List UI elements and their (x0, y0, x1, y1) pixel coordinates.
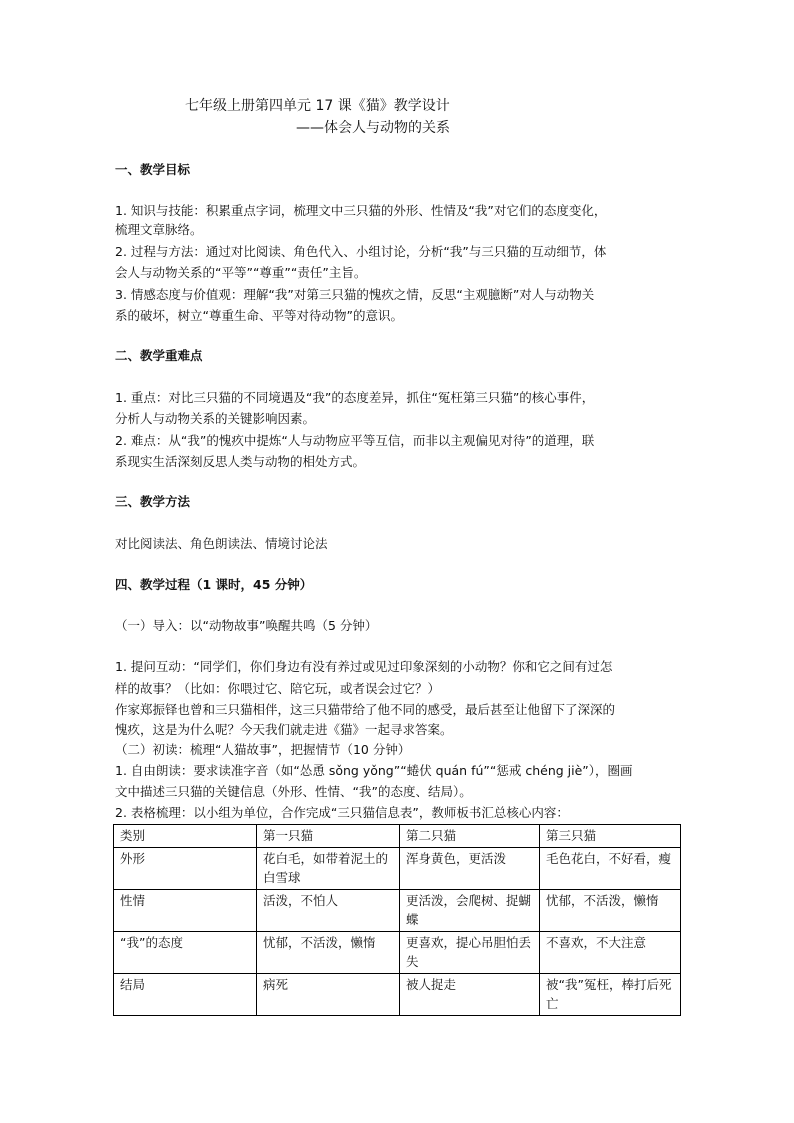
section-heading-methods: 三、教学方法 (115, 494, 191, 509)
section-heading-key-points: 二、教学重难点 (115, 348, 203, 363)
table-cell: 病死 (257, 974, 400, 1016)
table-header-cell: 类别 (114, 825, 257, 848)
cat-info-table (113, 824, 681, 1016)
table-row (114, 974, 681, 1016)
table-cell: 浑身黄色，更活泼 (400, 848, 540, 890)
process-part1-line: 样的故事？（比如：你喂过它、陪它玩，或者误会过它？） (115, 681, 441, 696)
document-title: 七年级上册第四单元 17 课《猫》教学设计 (185, 98, 450, 114)
table-cell: 被“我”冤枉，棒打后死亡 (540, 974, 681, 1016)
key-points-line: 1. 重点：对比三只猫的不同境遇及“我”的态度差异，抓住“冤枉第三只猫”的核心事件， (115, 390, 595, 405)
table-cell: 更喜欢，提心吊胆怕丢失 (400, 932, 540, 974)
section-heading-process: 四、教学过程（1 课时，45 分钟） (115, 577, 313, 592)
table-row (114, 932, 681, 974)
document-subtitle: ——体会人与动物的关系 (296, 120, 450, 136)
table-cell: 不喜欢，不大注意 (540, 932, 681, 974)
key-points-line: 分析人与动物关系的关键影响因素。 (115, 411, 316, 426)
table-cell: 花白毛，如带着泥土的白雪球 (257, 848, 400, 890)
process-part2-heading: （二）初读：梳理“人猫故事”，把握情节（10 分钟） (115, 742, 411, 757)
table-cell: 毛色花白，不好看，瘦 (540, 848, 681, 890)
table-cell: 被人捉走 (400, 974, 540, 1016)
process-part2-line: 1. 自由朗读：要求读准字音（如“怂恿 sǒng yǒng”“蜷伏 quán fú”“惩戒 chéng jiè”），圈画 (115, 763, 633, 778)
table-header-row (114, 825, 681, 848)
table-cell: 活泼，不怕人 (257, 890, 400, 932)
table-header-cell: 第二只猫 (400, 825, 540, 848)
table-cell: 性情 (114, 890, 257, 932)
goals-line: 2. 过程与方法：通过对比阅读、角色代入、小组讨论，分析“我”与三只猫的互动细节，体 (115, 244, 607, 259)
table-cell: 忧郁，不活泼，懒惰 (540, 890, 681, 932)
key-points-line: 2. 难点：从“我”的愧疚中提炼“人与动物应平等互信，而非以主观偏见对待”的道理，联 (115, 433, 595, 448)
table-header-cell: 第三只猫 (540, 825, 681, 848)
section-heading-goals: 一、教学目标 (115, 162, 191, 177)
process-part1-line: 愧疚，这是为什么呢？今天我们就走进《猫》一起寻求答案。 (115, 722, 453, 737)
goals-line: 3. 情感态度与价值观：理解“我”对第三只猫的愧疚之情，反思“主观臆断”对人与动物关 (115, 287, 595, 302)
key-points-line: 系现实生活深刻反思人类与动物的相处方式。 (115, 454, 366, 469)
process-part1-line: 作家郑振铎也曾和三只猫相伴，这三只猫带给了他不同的感受，最后甚至让他留下了深深的 (115, 702, 616, 717)
goals-line: 1. 知识与技能：积累重点字词，梳理文中三只猫的外形、性情及“我”对它们的态度变化， (115, 203, 607, 218)
goals-line: 梳理文章脉络。 (115, 222, 203, 237)
table-header-cell: 第一只猫 (257, 825, 400, 848)
table-cell: 外形 (114, 848, 257, 890)
table-row (114, 890, 681, 932)
table-cell: 更活泼，会爬树、捉蝴蝶 (400, 890, 540, 932)
table-cell: “我”的态度 (114, 932, 257, 974)
process-part2-line: 2. 表格梳理：以小组为单位，合作完成“三只猫信息表”，教师板书汇总核心内容： (115, 805, 569, 820)
table-row (114, 848, 681, 890)
goals-line: 会人与动物关系的“平等”“尊重”“责任”主旨。 (115, 265, 367, 280)
table-cell: 忧郁，不活泼，懒惰 (257, 932, 400, 974)
process-part1-line: 1. 提问互动：“同学们，你们身边有没有养过或见过印象深刻的小动物？你和它之间有过怎 (115, 659, 613, 674)
process-part2-line: 文中描述三只猫的关键信息（外形、性情、“我”的态度、结局）。 (115, 784, 472, 799)
table-cell: 结局 (114, 974, 257, 1016)
process-part1-heading: （一）导入：以“动物故事”唤醒共鸣（5 分钟） (115, 618, 378, 633)
goals-line: 系的破坏，树立“尊重生命、平等对待动物”的意识。 (115, 308, 403, 323)
methods-text: 对比阅读法、角色朗读法、情境讨论法 (115, 536, 328, 551)
